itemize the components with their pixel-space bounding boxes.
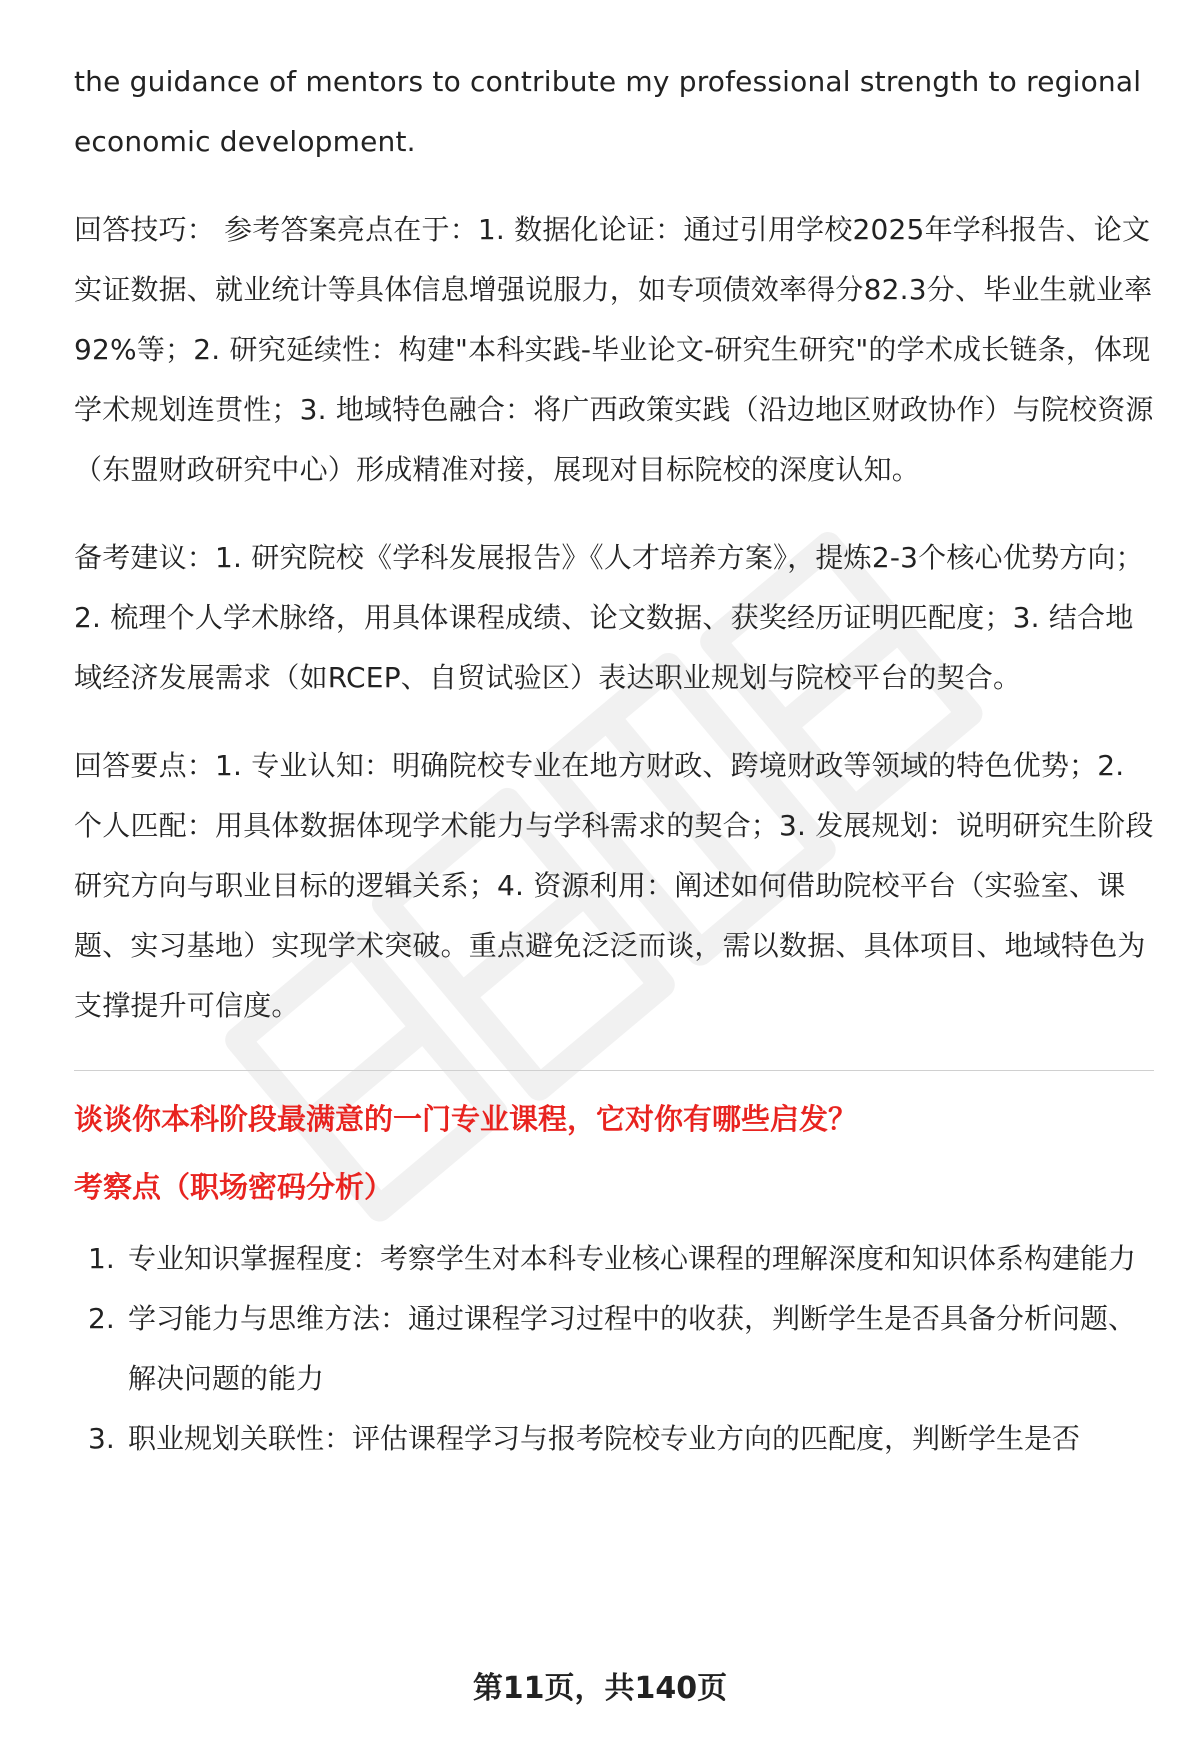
question-heading: 谈谈你本科阶段最满意的一门专业课程，它对你有哪些启发？ xyxy=(74,1102,858,1136)
list-item xyxy=(74,1409,1154,1469)
list-item-number: 3. xyxy=(88,1422,115,1455)
intro-paragraph: the guidance of mentors to contribute my professional strength to regional economic development. xyxy=(74,65,1142,158)
list-item-text: 职业规划关联性：评估课程学习与报考院校专业方向的匹配度，判断学生是否 xyxy=(128,1422,1081,1455)
list-item xyxy=(74,1289,1154,1409)
section-title: 考察点（职场密码分析） xyxy=(74,1170,394,1204)
page-footer: 第11页，共140页 xyxy=(472,1671,728,1706)
list-item xyxy=(74,1229,1154,1289)
section-divider xyxy=(74,1070,1154,1071)
answer-tips-paragraph: 回答技巧： 参考答案亮点在于：1. 数据化论证：通过引用学校2025年学科报告、论文实证数据、就业统计等具体信息增强说服力，如专项债效率得分82.3分、毕业生就业率92%等；2. 研究延续性：构建"本科实践-毕业论文-研究生研究"的学术成长链条，体现学术规划连贯性；3. 地域特色融合：将广西政策实践（沿边地区财政协作）与院校资源（东盟财政研究中心）形成精准对接，展现对目标院校的深度认知。 xyxy=(74,213,1154,486)
list-item-text: 专业知识掌握程度：考察学生对本科专业核心课程的理解深度和知识体系构建能力 xyxy=(128,1242,1137,1275)
list-item-text: 学习能力与思维方法：通过课程学习过程中的收获，判断学生是否具备分析问题、解决问题的能力 xyxy=(128,1302,1137,1395)
answer-points-paragraph: 回答要点：1. 专业认知：明确院校专业在地方财政、跨境财政等领域的特色优势；2. 个人匹配：用具体数据体现学术能力与学科需求的契合；3. 发展规划：说明研究生阶段研究方向与职业目标的逻辑关系；4. 资源利用：阐述如何借助院校平台（实验室、课题、实习基地）实现学术突破。重点避免泛泛而谈，需以数据、具体项目、地域特色为支撑提升可信度。 xyxy=(74,749,1154,1022)
prep-advice-paragraph: 备考建议：1. 研究院校《学科发展报告》《人才培养方案》，提炼2-3个核心优势方向；2. 梳理个人学术脉络，用具体课程成绩、论文数据、获奖经历证明匹配度；3. 结合地域经济发展需求（如RCEP、自贸试验区）表达职业规划与院校平台的契合。 xyxy=(74,541,1144,694)
assessment-points-list xyxy=(74,1229,1154,1469)
list-item-number: 2. xyxy=(88,1302,115,1335)
list-item-number: 1. xyxy=(88,1242,115,1275)
document-body xyxy=(74,52,1154,1469)
